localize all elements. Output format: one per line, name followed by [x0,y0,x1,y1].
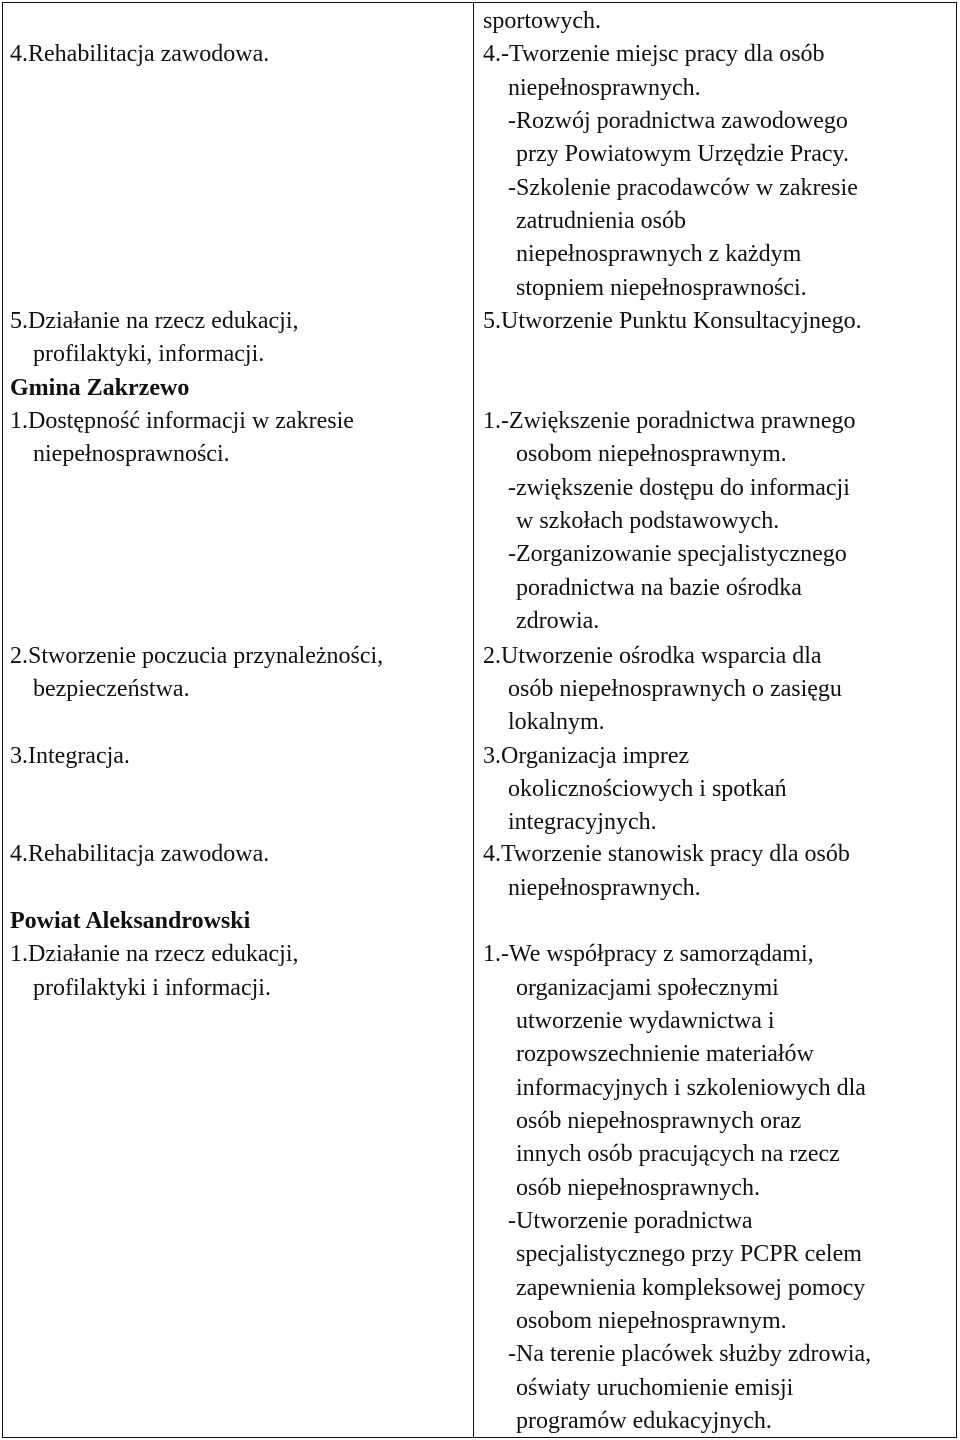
action-line: osobom niepełnosprawnym. [516,1308,787,1334]
action-line: specjalistycznego przy PCPR celem [516,1241,862,1267]
action-line: osób niepełnosprawnych o zasięgu [508,676,842,702]
goal-item: 1.Dostępność informacji w zakresie [10,408,354,434]
action-line: zapewnienia kompleksowej pomocy [516,1275,866,1301]
action-line: -Na terenie placówek służby zdrowia, [508,1341,872,1367]
action-line: 1.-Zwiększenie poradnictwa prawnego [483,408,856,434]
action-line: 5.Utworzenie Punktu Konsultacyjnego. [483,308,862,334]
action-line: organizacjami społecznymi [516,975,779,1001]
action-line: rozpowszechnienie materiałów [516,1041,814,1067]
action-line: zatrudnienia osób [516,208,686,234]
action-line: utworzenie wydawnictwa i [516,1008,775,1034]
action-line: 4.Tworzenie stanowisk pracy dla osób [483,841,850,867]
goal-item: 5.Działanie na rzecz edukacji, [10,308,299,334]
action-line: osób niepełnosprawnych oraz [516,1108,802,1134]
goal-item: 4.Rehabilitacja zawodowa. [10,41,270,67]
action-line: 4.-Tworzenie miejsc pracy dla osób [483,41,825,67]
action-line: 1.-We współpracy z samorządami, [483,941,814,967]
action-line: stopniem niepełnosprawności. [516,275,807,301]
action-line: 3.Organizacja imprez [483,743,690,769]
section-heading: Powiat Aleksandrowski [10,908,251,934]
goal-item-continuation: profilaktyki, informacji. [33,341,265,367]
action-line: okolicznościowych i spotkań [508,776,787,802]
goal-item-continuation: profilaktyki i informacji. [33,975,271,1001]
action-line: zdrowia. [516,608,600,634]
action-line: osób niepełnosprawnych. [516,1175,760,1201]
action-line: przy Powiatowym Urzędzie Pracy. [516,141,849,167]
action-line: -Szkolenie pracodawców w zakresie [508,175,858,201]
action-line: niepełnosprawnych z każdym [516,241,802,267]
column-divider [473,3,474,1437]
action-line: -Utworzenie poradnictwa [508,1208,753,1234]
action-line: sportowych. [483,8,601,34]
goal-item: 4.Rehabilitacja zawodowa. [10,841,270,867]
action-line: integracyjnych. [508,809,657,835]
action-line: poradnictwa na bazie ośrodka [516,575,802,601]
action-line: osobom niepełnosprawnym. [516,441,787,467]
action-line: 2.Utworzenie ośrodka wsparcia dla [483,643,822,669]
action-line: programów edukacyjnych. [516,1408,772,1434]
action-line: -Zorganizowanie specjalistycznego [508,541,847,567]
goal-item-continuation: niepełnosprawności. [33,441,230,467]
action-line: niepełnosprawnych. [508,75,701,101]
action-line: w szkołach podstawowych. [516,508,780,534]
action-line: innych osób pracujących na rzecz [516,1141,840,1167]
action-line: lokalnym. [508,709,605,735]
action-line: oświaty uruchomienie emisji [516,1375,794,1401]
action-line: -zwiększenie dostępu do informacji [508,475,850,501]
action-line: -Rozwój poradnictwa zawodowego [508,108,848,134]
section-heading: Gmina Zakrzewo [10,375,190,401]
goal-item-continuation: bezpieczeństwa. [33,676,190,702]
goal-item: 2.Stworzenie poczucia przynależności, [10,643,384,669]
action-line: informacyjnych i szkoleniowych dla [516,1075,866,1101]
action-line: niepełnosprawnych. [508,875,701,901]
goal-item: 3.Integracja. [10,743,130,769]
goal-item: 1.Działanie na rzecz edukacji, [10,941,299,967]
document-table [2,2,957,1438]
